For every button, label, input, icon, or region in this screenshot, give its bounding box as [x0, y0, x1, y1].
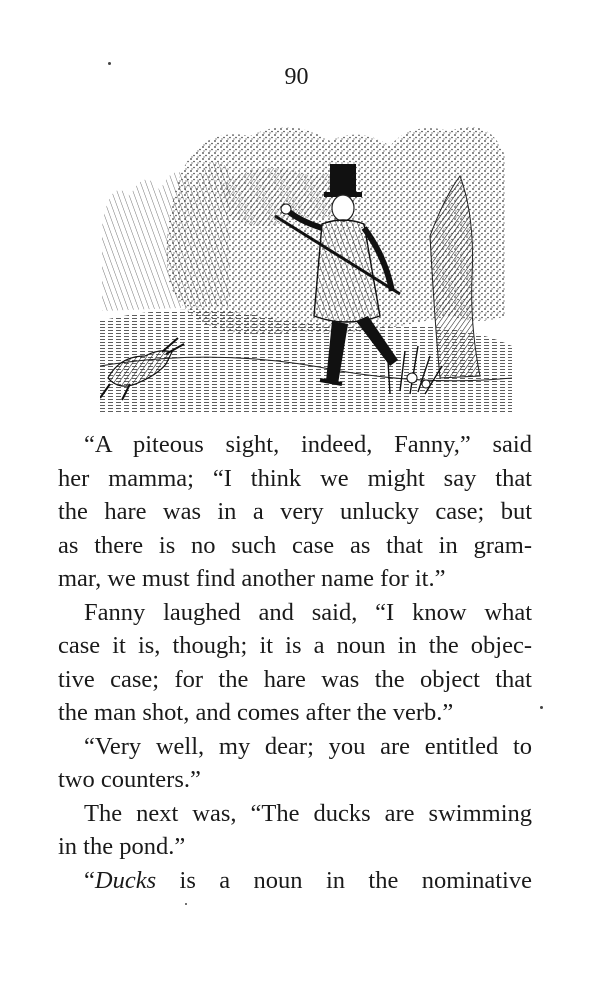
- text-line: the hare was in a very unlucky case; but: [58, 498, 532, 525]
- open-quote: “: [84, 866, 95, 894]
- text-line: “A piteous sight, indeed, Fanny,” said: [84, 431, 532, 458]
- body-text: [58, 428, 532, 897]
- text-line: the man shot, and comes after the verb.”: [58, 699, 454, 726]
- paper-speck: [185, 903, 187, 905]
- text-line: as there is no such case as that in gram-: [58, 531, 532, 559]
- paper-speck: [108, 62, 111, 65]
- text-line-final: [58, 864, 532, 898]
- final-line-rest: is a noun in the nominative: [156, 866, 532, 894]
- paper-speck: [540, 706, 543, 709]
- text-line: her mamma; “I think we might say that: [58, 464, 532, 492]
- text-line: tive case; for the hare was the object that: [58, 665, 532, 693]
- text-line: mar, we must find another name for it.”: [58, 565, 446, 592]
- text-line: The next was, “The ducks are swimming: [84, 799, 532, 827]
- text-line: Fanny laughed and said, “I know what: [84, 598, 532, 626]
- text-line: case it is, though; it is a noun in the objec-: [58, 632, 532, 659]
- text-line: in the pond.”: [58, 833, 186, 860]
- page-number: 90: [284, 64, 309, 90]
- text-line: “Very well, my dear; you are entitled to: [84, 732, 532, 760]
- hunter-engraving: [100, 116, 512, 412]
- italic-word: Ducks: [94, 866, 157, 894]
- text-line: two counters.”: [58, 766, 201, 793]
